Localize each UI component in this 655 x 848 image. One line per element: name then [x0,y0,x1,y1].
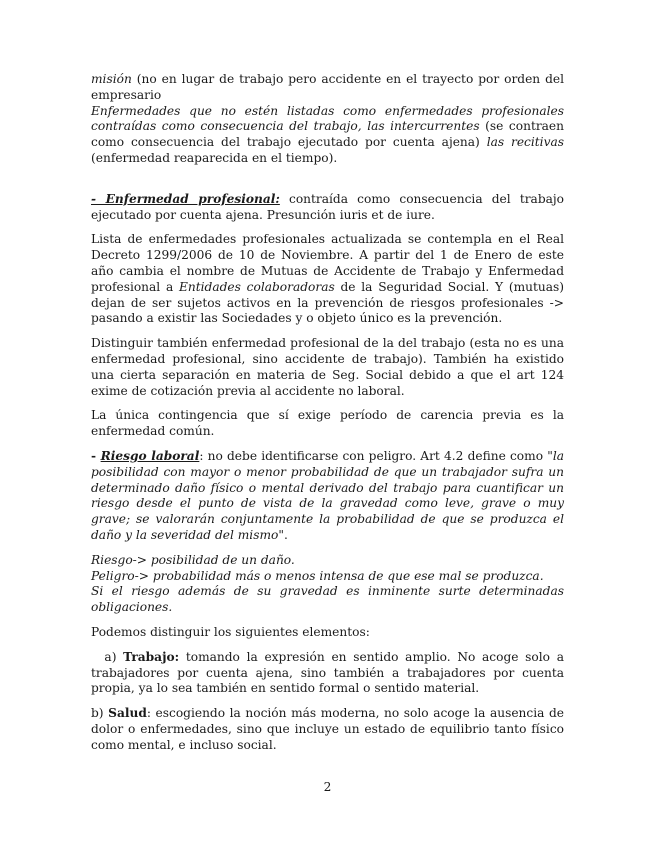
heading-enfermedad-profesional: - Enfermedad profesional: [91,191,280,206]
heading-riesgo-laboral: Riesgo laboral [100,448,200,463]
dash: - [91,448,101,463]
line-peligro: Peligro-> probabilidad más o menos intensa de que ese mal se produzca. [91,568,544,583]
italic-text: misión [91,72,132,86]
text: de la Seguridad Social. Y (mutuas) dejan de ser sujetos activos en la prevención de riesgos profesionales -> pasando a existir las Sociedades y o objeto único es la prevención. [91,279,565,326]
text: (no en lugar de trabajo pero accidente en el trayecto por orden del empresario [91,72,564,102]
text: (se contraen como consecuencia del trabajo ejecutado por cuenta ajena) [91,119,564,150]
text: : no debe identificarse con peligro. Art 4.2 define como " [199,448,553,463]
italic-text: Enfermedades que no estén listadas como enfermedades profesionales contraídas como consecuencia del trabajo, las intercurrentes [91,103,564,134]
paragraph-salud [91,706,564,753]
text: ". [278,527,288,542]
term-trabajo: Trabajo: [123,649,180,664]
document-page [91,72,564,753]
paragraph-distinguir: Distinguir también enfermedad profesional de la del trabajo (esta no es una enfermedad profesional, sino accidente de trabajo). También ha existido una cierta separación en materia de Seg. Social debido a que el art 124 exime de cotización previa al accidente no laboral. [91,336,564,398]
text: contraída como consecuencia del trabajo ejecutado por cuenta ajena. Presunción iuris et de iure. [91,191,564,222]
list-marker: b) [91,706,109,721]
paragraph-enfermedad-profesional [91,192,564,224]
italic-text: las recitivas [486,135,564,150]
page-number: 2 [323,780,332,794]
italic-text: Entidades colaboradoras [179,279,335,294]
italic-quote: la posibilidad con mayor o menor probabilidad de que un trabajador sufra un determinado daño físico o mental derivado del trabajo para cuantificar un riesgo desde el punto de vista de la gravedad como leve, grave o muy grave; se valorarán conjuntamente la probabilidad de que se produzca el daño y la severidad del mismo [91,448,564,542]
paragraph-riesgo-laboral [91,449,564,544]
paragraph-lista-enfermedades [91,232,564,327]
paragraph-trabajo [91,650,564,697]
paragraph-contingencia: La única contingencia que sí exige período de carencia previa es la enfermedad común. [91,408,564,439]
list-marker: a) [91,649,124,664]
paragraph-elementos: Podemos distinguir los siguientes elementos: [91,624,370,639]
line-inminente: Si el riesgo además de su gravedad es inminente surte determinadas obligaciones. [91,584,564,615]
paragraph-riesgo-peligro [91,553,564,616]
term-salud: Salud [108,706,147,721]
text: : escogiendo la noción más moderna, no solo acoge la ausencia de dolor o enfermedades, sino que incluye un estado de equilibrio tanto físico como mental, e incluso social. [91,706,564,752]
text: Lista de enfermedades profesionales actualizada se contempla en el Real Decreto 1299/2006 de 10 de Noviembre. A partir del 1 de Enero de este año cambia el nombre de Mutuas de Accidente de Trabajo y Enfermedad profesional a [91,232,564,294]
text: (enfermedad reaparecida en el tiempo). [91,150,338,165]
paragraph-mision [91,72,564,104]
paragraph-intercurrentes [91,104,564,167]
line-riesgo: Riesgo-> posibilidad de un daño. [91,552,295,567]
text: tomando la expresión en sentido amplio. No acoge solo a trabajadores por cuenta ajena, sino también a trabajadores por cuenta propia, ya lo sea también en sentido formal o sentido material. [91,649,564,696]
